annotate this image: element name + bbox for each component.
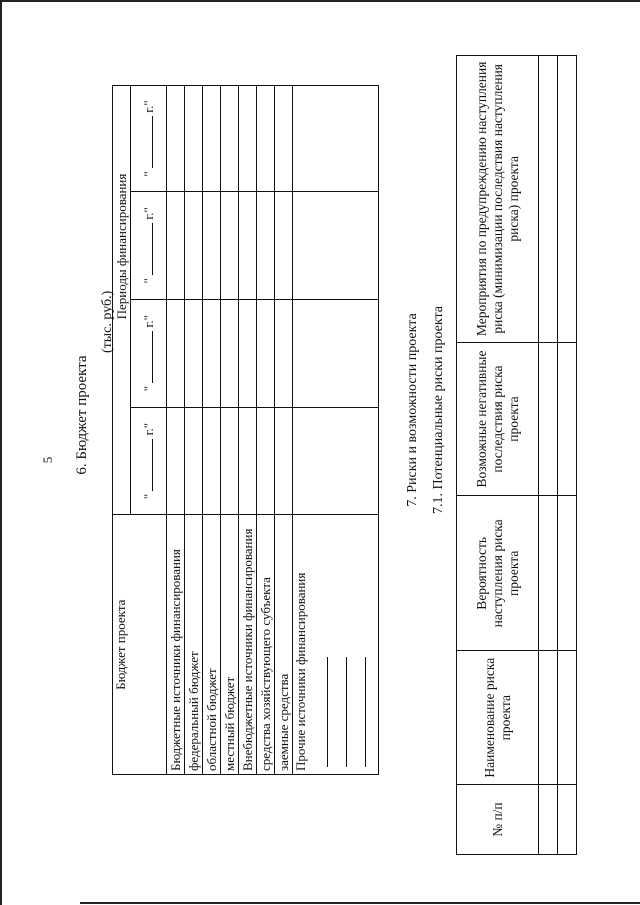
blank-line <box>328 657 347 767</box>
risk-header-name: Наименование риска проекта <box>457 651 539 785</box>
budget-header-periods: Периоды финансирования <box>113 86 131 408</box>
risks-table <box>456 55 577 855</box>
period-cell: " г." <box>131 299 167 407</box>
budget-row-other <box>293 515 379 775</box>
budget-row-label: заемные средства <box>275 515 293 775</box>
section7-title: 7. Риски и возможности проекта <box>405 313 420 507</box>
budget-header-spacer <box>113 407 131 515</box>
budget-row-label: Бюджетные источники финансирования <box>167 515 185 775</box>
risk-header-probability: Вероятность наступления риска проекта <box>457 496 539 651</box>
budget-row-label: Прочие источники финансирования <box>293 572 308 771</box>
budget-row-label: средства хозяйствующего субъекта <box>257 515 275 775</box>
budget-row-label: областной бюджет <box>203 515 221 775</box>
budget-row-label: Внебюджетные источники финансирования <box>239 515 257 775</box>
blank-line <box>309 657 328 767</box>
budget-header-label: Бюджет проекта <box>113 515 167 775</box>
period-cell: " г." <box>131 407 167 515</box>
risk-header-measures: Мероприятия по предупреждению наступления риска (минимизации последствия наступления риска) проекта <box>457 56 539 343</box>
page-number: 5 <box>40 456 55 464</box>
section7-subtitle: 7.1. Потенциальные риски проекта <box>431 305 446 515</box>
period-cell: " г." <box>131 191 167 299</box>
period-cell: " г." <box>131 86 167 192</box>
budget-row-label: федеральный бюджет <box>185 515 203 775</box>
risk-header-consequences: Возможные негативные последствия риска проекта <box>457 342 539 496</box>
section6-title: 6. Бюджет проекта <box>74 355 90 475</box>
blank-line <box>347 657 366 767</box>
budget-row-label: местный бюджет <box>221 515 239 775</box>
budget-table <box>112 85 379 775</box>
budget-units: (тыс. руб.) <box>100 290 115 353</box>
risk-header-number: № п/п <box>457 785 539 855</box>
